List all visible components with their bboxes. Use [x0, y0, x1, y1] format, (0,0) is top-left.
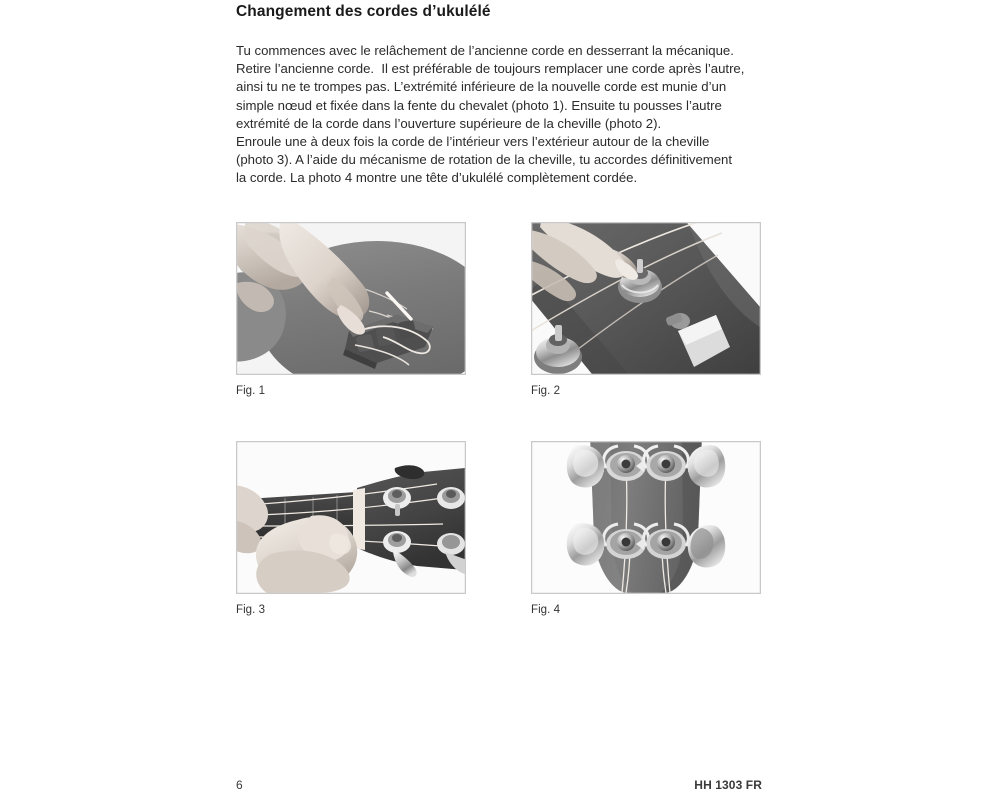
photo-winding-string-around-peg [236, 441, 466, 594]
figure-caption: Fig. 1 [236, 385, 266, 397]
body-line: Retire l’ancienne corde. Il est préférable de toujours remplacer une corde après l’autre, [236, 61, 745, 77]
body-line: (photo 3). A l’aide du mécanisme de rotation de la cheville, tu accordes définitivement [236, 152, 733, 168]
page-title: Changement des cordes d’ukulélé [236, 3, 491, 20]
figure-row-top [236, 222, 762, 398]
figure-3 [236, 441, 466, 617]
figure-caption: Fig. 4 [531, 604, 561, 616]
body-line: simple nœud et fixée dans la fente du chevalet (photo 1). Ensuite tu pousses l’autre [236, 97, 722, 113]
body-line: la corde. La photo 4 montre une tête d’ukulélé complètement cordée. [236, 170, 638, 186]
document-code: HH 1303 FR [694, 778, 762, 792]
body-line: ainsi tu ne te trompes pas. L’extrémité inférieure de la nouvelle corde est munie d’un [236, 79, 727, 95]
body-line: Tu commences avec le relâchement de l’ancienne corde en desserrant la mécanique. [236, 43, 734, 58]
photo-bridge-string-knot [236, 222, 466, 375]
page-footer [236, 778, 762, 792]
figure-2 [531, 222, 761, 398]
photo-fully-strung-headstock [531, 441, 761, 594]
figure-4 [531, 441, 761, 617]
figure-row-bottom [236, 441, 762, 617]
body-line: Enroule une à deux fois la corde de l’intérieur vers l’extérieur autour de la cheville [236, 134, 710, 150]
figure-1 [236, 222, 466, 398]
body-line: extrémité de la corde dans l’ouverture supérieure de la cheville (photo 2). [236, 115, 662, 131]
figure-caption: Fig. 3 [236, 604, 266, 616]
figure-grid [236, 222, 762, 617]
figure-caption: Fig. 2 [531, 385, 561, 397]
body-paragraph [236, 21, 762, 188]
photo-headstock-threading-peg [531, 222, 761, 375]
article-content [236, 0, 762, 188]
page-number: 6 [236, 778, 243, 792]
